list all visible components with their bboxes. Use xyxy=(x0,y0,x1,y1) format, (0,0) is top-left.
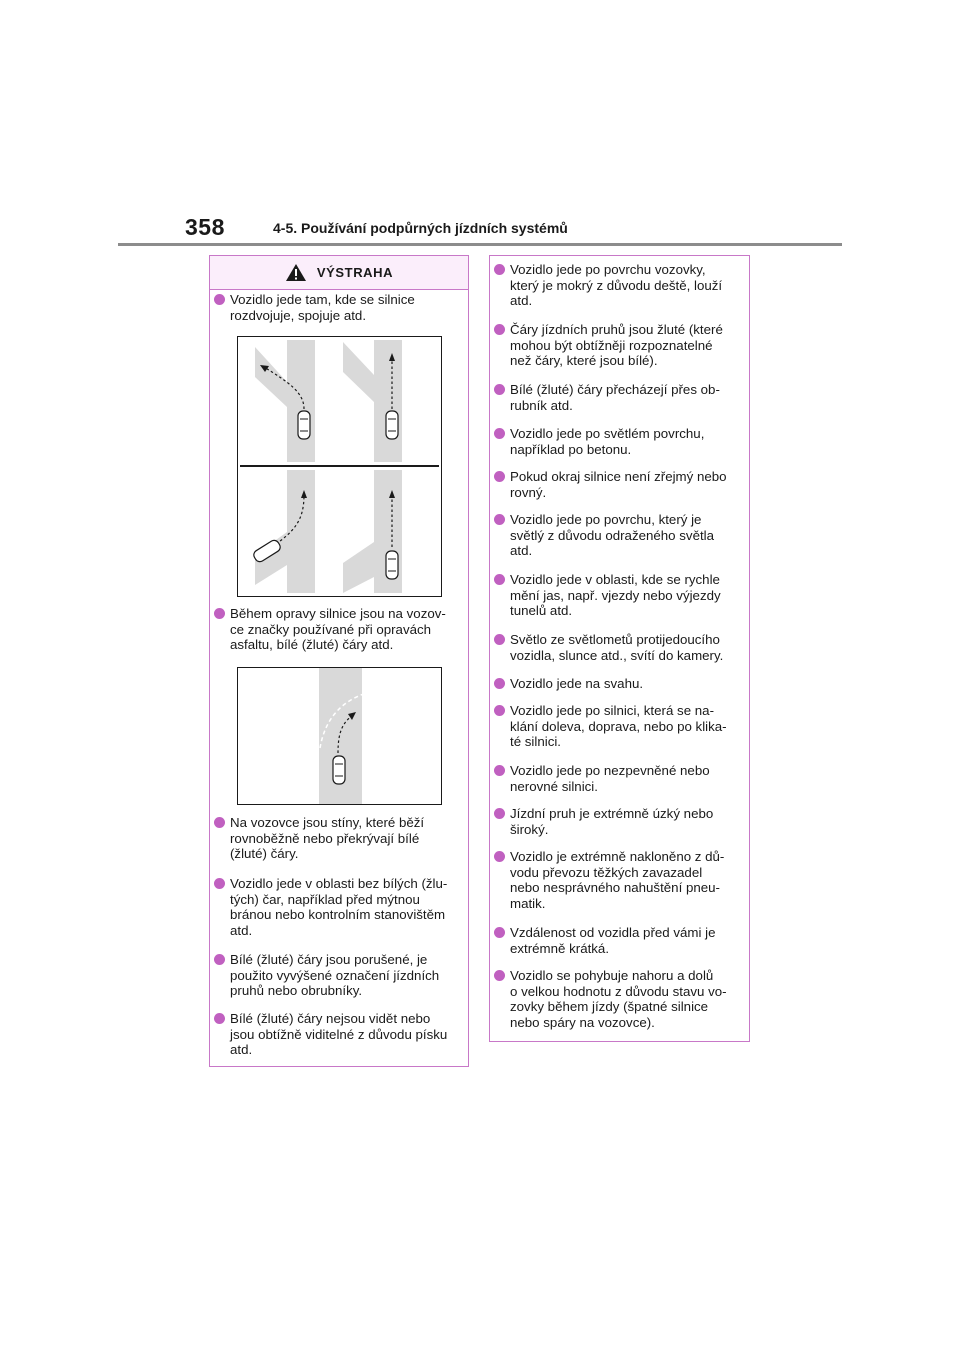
list-item: Vzdálenost od vozidla před vámi je extrémně krátká. xyxy=(492,925,767,956)
bullet-dot-icon xyxy=(494,384,505,395)
road-repair-illustration xyxy=(238,668,441,804)
bullet-dot-icon xyxy=(494,851,505,862)
bullet-dot-icon xyxy=(494,264,505,275)
section-title: 4-5. Používání podpůrných jízdních systémů xyxy=(273,220,568,236)
bullet-dot-icon xyxy=(494,705,505,716)
bullet-dot-icon xyxy=(494,471,505,482)
list-item: Bílé (žluté) čáry přecházejí přes ob- rubník atd. xyxy=(492,382,767,413)
bullet-dot-icon xyxy=(214,878,225,889)
list-item: Vozidlo jede po silnici, která se na- klání doleva, doprava, nebo po klika- té silnici. xyxy=(492,703,767,750)
fork-merge-illustration xyxy=(238,337,441,596)
bullet-dot-icon xyxy=(494,574,505,585)
list-item: Vozidlo jede v oblasti, kde se rychle mění jas, např. vjezdy nebo výjezdy tunelů atd. xyxy=(492,572,767,619)
list-item: Bílé (žluté) čáry nejsou vidět nebo jsou obtížně viditelné z důvodu písku atd. xyxy=(212,1011,486,1058)
bullet-dot-icon xyxy=(494,808,505,819)
bullet-dot-icon xyxy=(214,294,225,305)
list-item: Světlo ze světlometů protijedoucího vozidla, slunce atd., svítí do kamery. xyxy=(492,632,767,663)
bullet-dot-icon xyxy=(494,765,505,776)
bullet-dot-icon xyxy=(494,634,505,645)
list-item: Vozidlo jede na svahu. xyxy=(492,676,767,692)
list-item: Vozidlo jede v oblasti bez bílých (žlu- tých) čar, například před mýtnou bránou nebo kontrolním stanovištěm atd. xyxy=(212,876,486,938)
warning-title: VÝSTRAHA xyxy=(316,265,394,280)
bullet-dot-icon xyxy=(494,514,505,525)
bullet-dot-icon xyxy=(214,608,225,619)
bullet-dot-icon xyxy=(214,1013,225,1024)
list-item: Vozidlo jede tam, kde se silnice rozdvojuje, spojuje atd. xyxy=(212,292,486,323)
header-divider xyxy=(118,243,842,246)
bullet-dot-icon xyxy=(494,927,505,938)
warning-triangle-icon xyxy=(285,263,307,282)
bullet-dot-icon xyxy=(494,678,505,689)
list-item: Vozidlo jede po nezpevněné nebo nerovné silnici. xyxy=(492,763,767,794)
road-diagram-repair xyxy=(237,667,442,805)
list-item: Vozidlo jede po světlém povrchu, například po betonu. xyxy=(492,426,767,457)
bullet-dot-icon xyxy=(494,428,505,439)
list-item: Pokud okraj silnice není zřejmý nebo rovný. xyxy=(492,469,767,500)
list-item: Na vozovce jsou stíny, které běží rovnoběžně nebo překrývají bílé (žluté) čáry. xyxy=(212,815,486,862)
list-item: Jízdní pruh je extrémně úzký nebo široký. xyxy=(492,806,767,837)
list-item: Vozidlo jede po povrchu vozovky, který je mokrý z důvodu deště, louží atd. xyxy=(492,262,767,309)
bullet-dot-icon xyxy=(214,954,225,965)
bullet-dot-icon xyxy=(494,324,505,335)
list-item: Během opravy silnice jsou na vozov- ce značky používané při opravách asfaltu, bílé (žluté) čáry atd. xyxy=(212,606,486,653)
warning-header xyxy=(210,256,468,290)
page-number: 358 xyxy=(185,214,225,240)
list-item: Vozidlo je extrémně nakloněno z dů- vodu převozu těžkých zavazadel nebo nesprávného nahuštění pneu- matik. xyxy=(492,849,767,911)
list-item: Čáry jízdních pruhů jsou žluté (které mohou být obtížněji rozpoznatelné než čáry, které jsou bílé). xyxy=(492,322,767,369)
list-item: Bílé (žluté) čáry jsou porušené, je použito vyvýšené označení jízdních pruhů nebo obrubníky. xyxy=(212,952,486,999)
bullet-dot-icon xyxy=(214,817,225,828)
list-item: Vozidlo jede po povrchu, který je světlý z důvodu odraženého světla atd. xyxy=(492,512,767,559)
bullet-dot-icon xyxy=(494,970,505,981)
road-diagram-fork xyxy=(237,336,442,597)
list-item: Vozidlo se pohybuje nahoru a dolů o velkou hodnotu z důvodu stavu vo- zovky během jízdy (špatné silnice nebo spáry na vozovce). xyxy=(492,968,767,1030)
